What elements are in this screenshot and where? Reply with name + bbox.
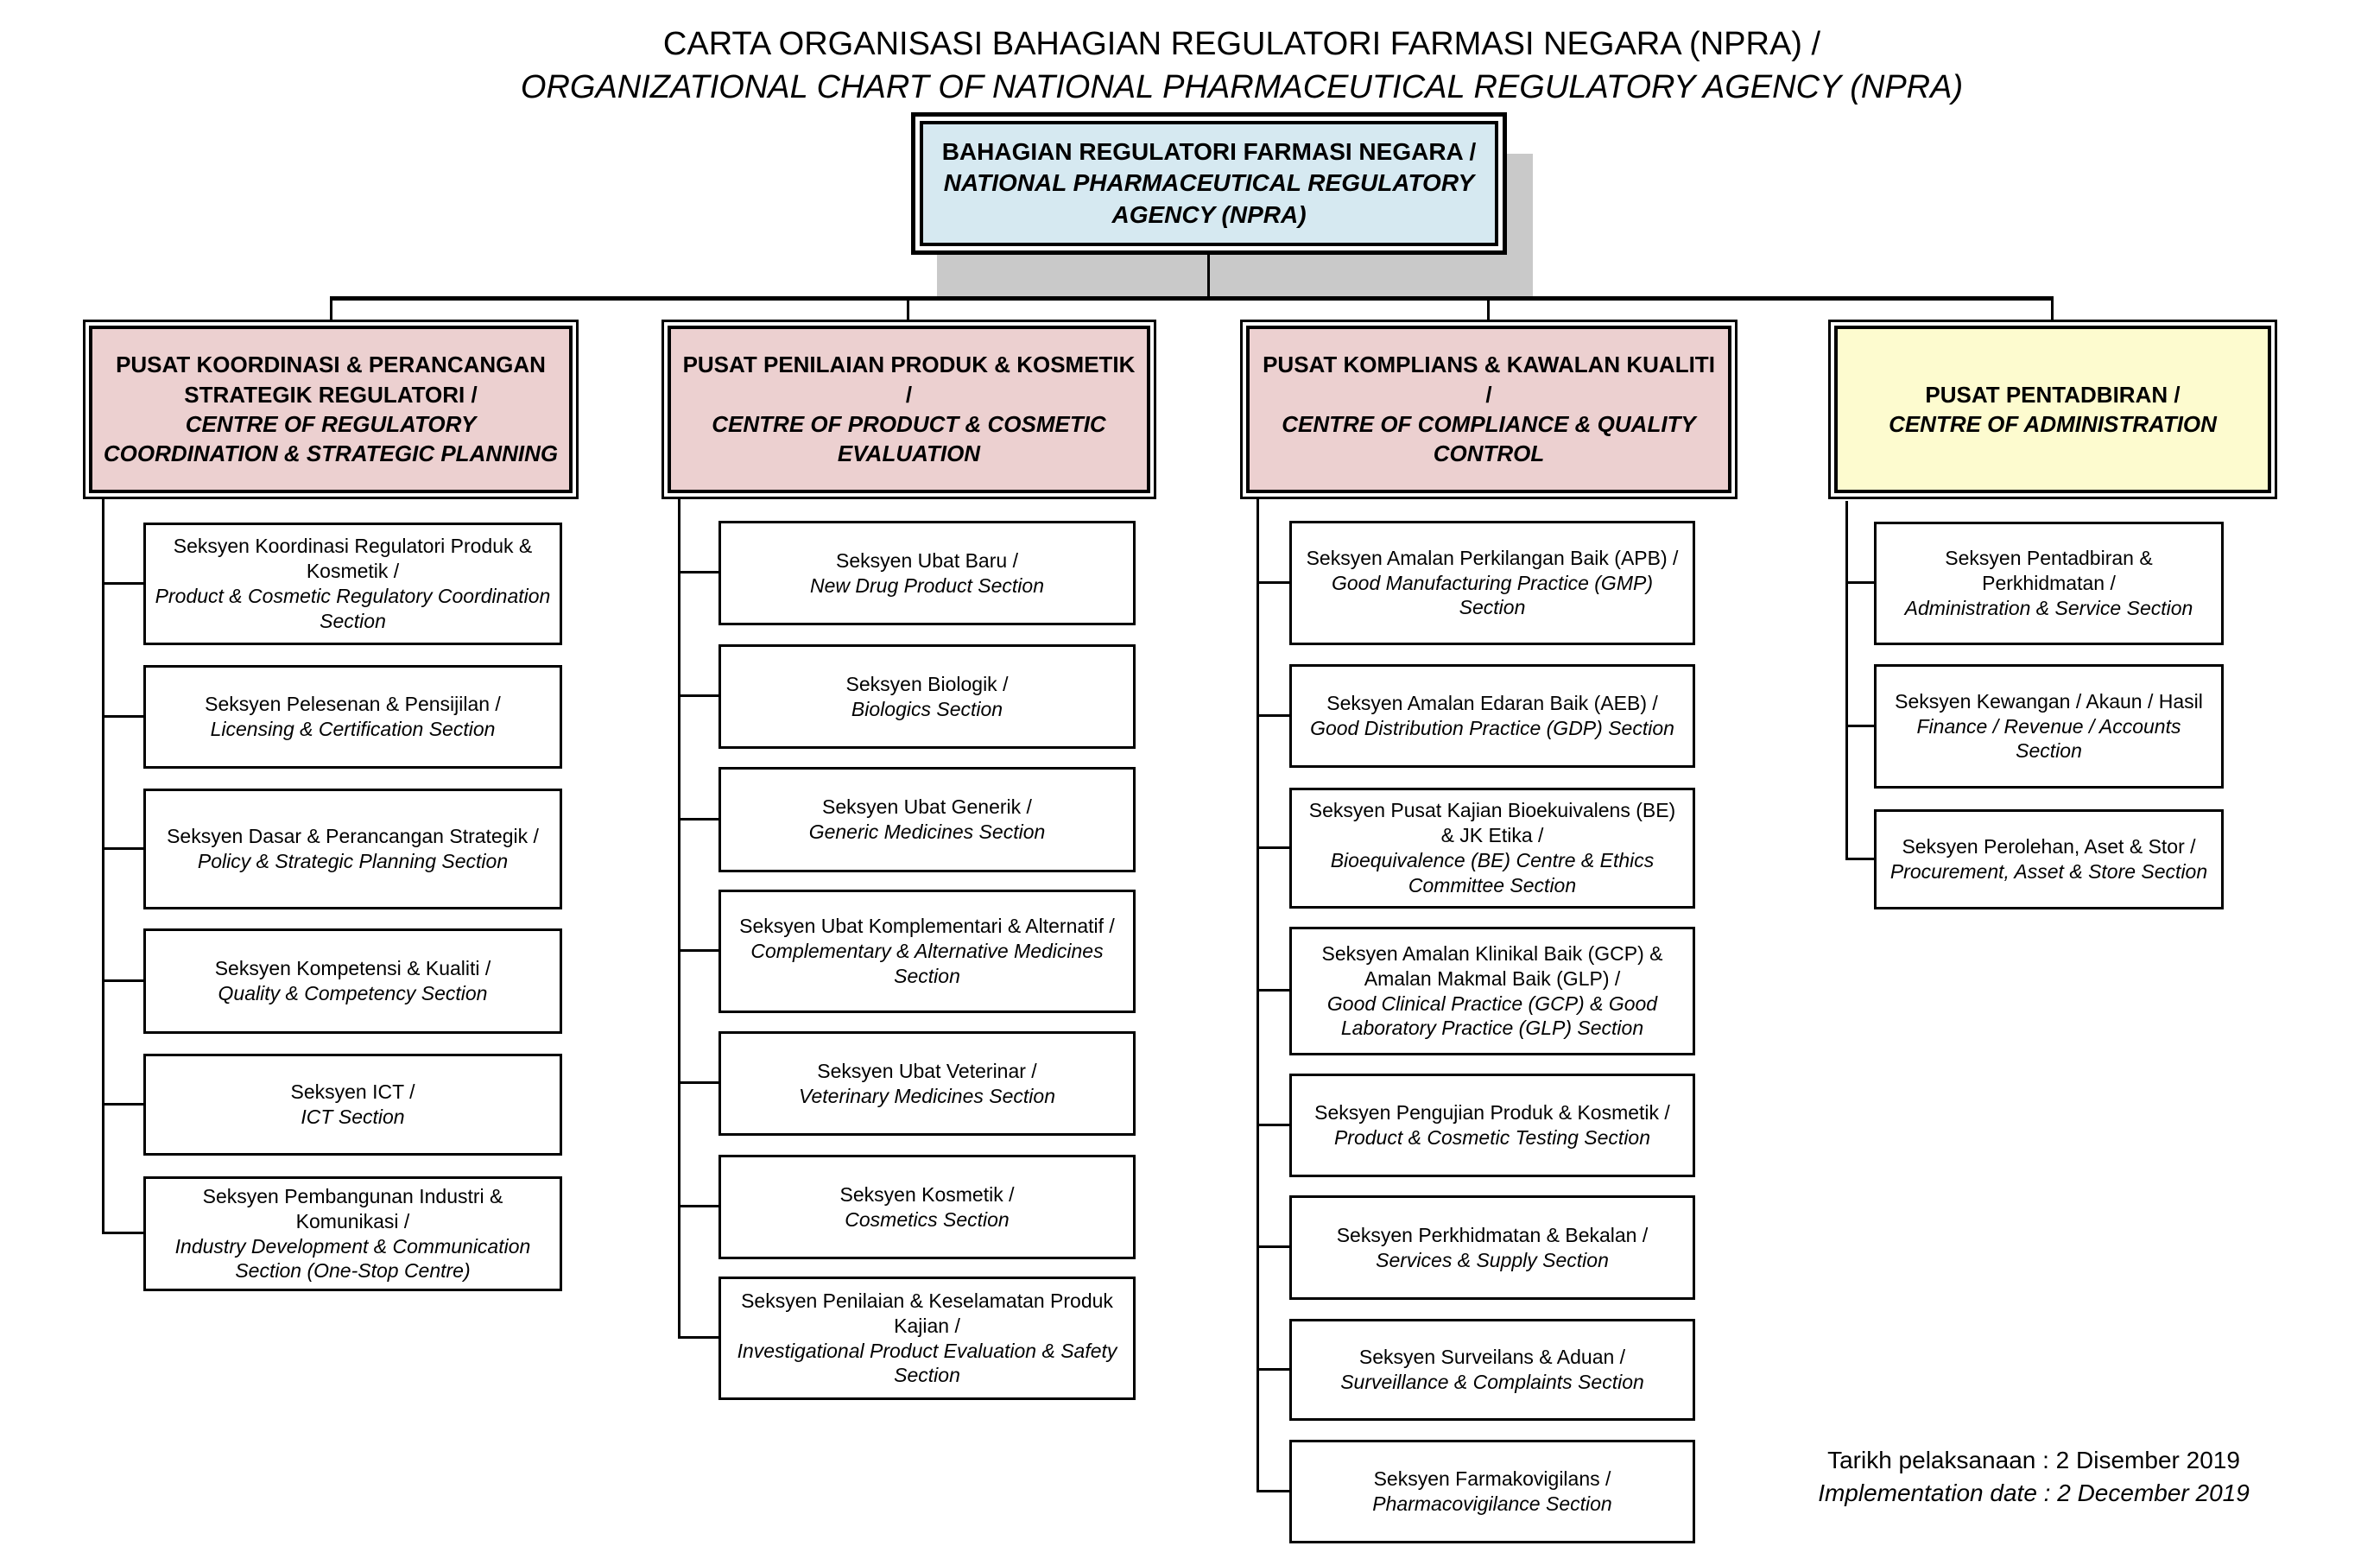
centre-header-inner <box>1834 326 2271 493</box>
section-name-malay: Seksyen Ubat Veterinar / <box>817 1059 1037 1082</box>
connector-stub <box>102 715 143 718</box>
section-name-english: Industry Development & Communication Section (One-Stop Centre) <box>174 1234 531 1283</box>
connector-trunk-col3 <box>1256 499 1259 1492</box>
connector-trunk-col1 <box>102 499 104 1233</box>
connector-stub <box>1256 581 1289 584</box>
section-name-malay: Seksyen Penilaian & Keselamatan Produk Kajian / <box>741 1289 1113 1337</box>
connector-trunk-col4 <box>1845 501 1848 859</box>
connector-stub <box>1256 1245 1289 1248</box>
chart-title-english: ORGANIZATIONAL CHART OF NATIONAL PHARMACEUTICAL REGULATORY AGENCY (NPRA) <box>520 69 1964 106</box>
chart-title-malay: CARTA ORGANISASI BAHAGIAN REGULATORI FARMASI NEGARA (NPRA) / <box>662 26 1821 62</box>
section-name-malay: Seksyen Dasar & Perancangan Strategik / <box>167 825 539 848</box>
connector-stub <box>678 1336 718 1339</box>
section-name-malay: Seksyen Ubat Komplementari & Alternatif / <box>739 915 1115 938</box>
section-biologics <box>718 644 1136 749</box>
section-administration-service <box>1874 522 2224 645</box>
centre-header-inner <box>1246 326 1731 493</box>
centre2-name-english: CENTRE OF PRODUCT & COSMETIC EVALUATION <box>712 411 1106 467</box>
connector-stub <box>1256 1490 1289 1492</box>
connector-stub <box>1256 846 1289 849</box>
section-name-english: Complementary & Alternative Medicines Section <box>750 940 1104 987</box>
section-generic-medicines <box>718 767 1136 872</box>
section-product-cosmetic-regulatory-coordination <box>143 523 562 645</box>
centre4-name-english: CENTRE OF ADMINISTRATION <box>1889 411 2217 437</box>
centre-header-compliance-quality-control <box>1240 320 1738 499</box>
root-box-inner <box>920 121 1498 246</box>
connector-drop-col1 <box>330 301 332 320</box>
connector-stub <box>1845 858 1874 860</box>
connector-stub <box>678 1205 718 1207</box>
section-policy-strategic-planning <box>143 789 562 909</box>
implementation-date-english: Implementation date : 2 December 2019 <box>1818 1479 2250 1506</box>
centre3-name-malay: PUSAT KOMPLIANS & KAWALAN KUALITI / <box>1263 352 1715 408</box>
section-name-malay: Seksyen Perkhidmatan & Bekalan / <box>1336 1223 1649 1246</box>
section-name-english: Product & Cosmetic Regulatory Coordination Section <box>155 585 551 632</box>
connector-stub <box>678 1081 718 1084</box>
connector-stub <box>1256 714 1289 717</box>
centre4-name-malay: PUSAT PENTADBIRAN / <box>1925 381 2181 408</box>
centre3-name-english: CENTRE OF COMPLIANCE & QUALITY CONTROL <box>1282 411 1696 467</box>
section-name-english: Cosmetics Section <box>845 1207 1010 1231</box>
centre1-name-english: CENTRE OF REGULATORY COORDINATION & STRATEGIC PLANNING <box>103 411 559 467</box>
section-gdp <box>1289 664 1695 768</box>
section-name-malay: Seksyen Pengujian Produk & Kosmetik / <box>1314 1101 1670 1125</box>
section-name-malay: Seksyen Perolehan, Aset & Stor / <box>1902 835 2196 859</box>
section-gcp-glp <box>1289 927 1695 1055</box>
connector-stub <box>678 818 718 821</box>
root-name-malay: BAHAGIAN REGULATORI FARMASI NEGARA / <box>941 137 1477 165</box>
section-industry-development-communication <box>143 1176 562 1291</box>
connector-stub <box>1845 725 1874 727</box>
section-name-english: Biologics Section <box>851 697 1003 720</box>
section-name-english: ICT Section <box>301 1106 405 1128</box>
centre1-name-malay: PUSAT KOORDINASI & PERANCANGAN STRATEGIK REGULATORI / <box>116 352 546 408</box>
connector-stub <box>1256 1124 1289 1126</box>
centre-header-product-cosmetic-evaluation <box>661 320 1156 499</box>
section-name-english: Policy & Strategic Planning Section <box>197 850 509 872</box>
connector-main-horizontal <box>330 296 2054 301</box>
section-name-malay: Seksyen ICT / <box>290 1080 415 1104</box>
implementation-date <box>1775 1444 2293 1510</box>
section-veterinary-medicines <box>718 1031 1136 1136</box>
section-gmp <box>1289 521 1695 645</box>
section-name-malay: Seksyen Ubat Generik / <box>822 795 1032 819</box>
section-name-malay: Seksyen Kewangan / Akaun / Hasil <box>1895 689 2203 713</box>
connector-drop-col2 <box>907 301 909 320</box>
root-box <box>911 112 1507 255</box>
chart-title <box>52 22 2380 109</box>
section-name-english: Licensing & Certification Section <box>210 718 496 740</box>
section-finance-revenue-accounts <box>1874 664 2224 789</box>
centre-header-regulatory-coordination <box>83 320 579 499</box>
section-name-english: Good Distribution Practice (GDP) Section <box>1310 717 1674 739</box>
section-name-english: Administration & Service Section <box>1904 596 2193 619</box>
section-name-english: Veterinary Medicines Section <box>798 1084 1055 1107</box>
section-name-english: Services & Supply Section <box>1376 1248 1609 1271</box>
section-bioequivalence-ethics <box>1289 788 1695 909</box>
section-pharmacovigilance <box>1289 1440 1695 1543</box>
section-name-english: Good Manufacturing Practice (GMP) Section <box>1332 571 1653 619</box>
section-new-drug-product <box>718 521 1136 625</box>
connector-trunk-col2 <box>678 499 680 1338</box>
connector-stub <box>102 582 143 585</box>
section-name-english: Pharmacovigilance Section <box>1372 1492 1612 1515</box>
section-name-english: Finance / Revenue / Accounts Section <box>1916 714 2181 763</box>
connector-stub <box>678 571 718 573</box>
section-name-malay: Seksyen Ubat Baru / <box>836 548 1018 572</box>
connector-stub <box>678 949 718 952</box>
section-name-malay: Seksyen Pentadbiran & Perkhidmatan / <box>1945 547 2153 595</box>
connector-stub <box>102 847 143 850</box>
section-name-english: Investigational Product Evaluation & Safety Section <box>737 1339 1117 1387</box>
section-name-english: Procurement, Asset & Store Section <box>1889 860 2208 883</box>
connector-stub <box>102 1103 143 1106</box>
section-quality-competency <box>143 928 562 1034</box>
connector-stub <box>1256 989 1289 992</box>
section-name-malay: Seksyen Pelesenan & Pensijilan / <box>205 693 501 716</box>
centre2-name-malay: PUSAT PENILAIAN PRODUK & KOSMETIK / <box>682 352 1136 408</box>
connector-stub <box>1256 1368 1289 1371</box>
section-services-supply <box>1289 1195 1695 1300</box>
section-name-malay: Seksyen Biologik / <box>845 672 1009 695</box>
section-name-english: Surveillance & Complaints Section <box>1340 1371 1644 1393</box>
section-name-english: Good Clinical Practice (GCP) & Good Laboratory Practice (GLP) Section <box>1326 992 1658 1040</box>
implementation-date-malay: Tarikh pelaksanaan : 2 Disember 2019 <box>1827 1447 2240 1473</box>
section-name-malay: Seksyen Amalan Klinikal Baik (GCP) & Amalan Makmal Baik (GLP) / <box>1321 941 1663 990</box>
connector-root-drop <box>1207 255 1210 296</box>
section-licensing-certification <box>143 665 562 769</box>
section-cosmetics <box>718 1155 1136 1259</box>
connector-drop-col3 <box>1487 301 1490 320</box>
root-name-english: NATIONAL PHARMACEUTICAL REGULATORY AGENCY (NPRA) <box>943 169 1475 228</box>
centre-header-inner <box>89 326 573 493</box>
connector-stub <box>102 1232 143 1234</box>
connector-stub <box>102 979 143 982</box>
section-name-malay: Seksyen Koordinasi Regulatori Produk & Kosmetik / <box>173 535 533 583</box>
centre-header-inner <box>668 326 1150 493</box>
connector-stub <box>678 694 718 697</box>
section-name-malay: Seksyen Pembangunan Industri & Komunikasi / <box>202 1184 503 1232</box>
section-name-malay: Seksyen Surveilans & Aduan / <box>1358 1346 1626 1369</box>
section-name-english: Product & Cosmetic Testing Section <box>1333 1126 1651 1149</box>
section-surveillance-complaints <box>1289 1319 1695 1421</box>
section-name-english: New Drug Product Section <box>809 573 1044 597</box>
section-name-malay: Seksyen Amalan Perkilangan Baik (APB) / <box>1306 546 1679 569</box>
section-name-english: Generic Medicines Section <box>808 821 1046 843</box>
section-name-malay: Seksyen Farmakovigilans / <box>1373 1467 1611 1491</box>
section-name-malay: Seksyen Amalan Edaran Baik (AEB) / <box>1326 692 1658 715</box>
section-procurement-asset-store <box>1874 809 2224 909</box>
connector-stub <box>1845 581 1874 584</box>
connector-drop-col4 <box>2051 301 2054 320</box>
section-name-english: Bioequivalence (BE) Centre & Ethics Committee Section <box>1330 849 1655 897</box>
section-ict <box>143 1054 562 1156</box>
section-name-malay: Seksyen Kompetensi & Kualiti / <box>214 957 491 980</box>
section-complementary-alternative-medicines <box>718 890 1136 1013</box>
section-investigational-product-evaluation-safety <box>718 1277 1136 1400</box>
section-name-malay: Seksyen Pusat Kajian Bioekuivalens (BE) & JK Etika / <box>1308 799 1676 847</box>
section-product-cosmetic-testing <box>1289 1074 1695 1177</box>
centre-header-administration <box>1828 320 2277 499</box>
section-name-english: Quality & Competency Section <box>218 982 488 1004</box>
section-name-malay: Seksyen Kosmetik / <box>839 1182 1015 1206</box>
